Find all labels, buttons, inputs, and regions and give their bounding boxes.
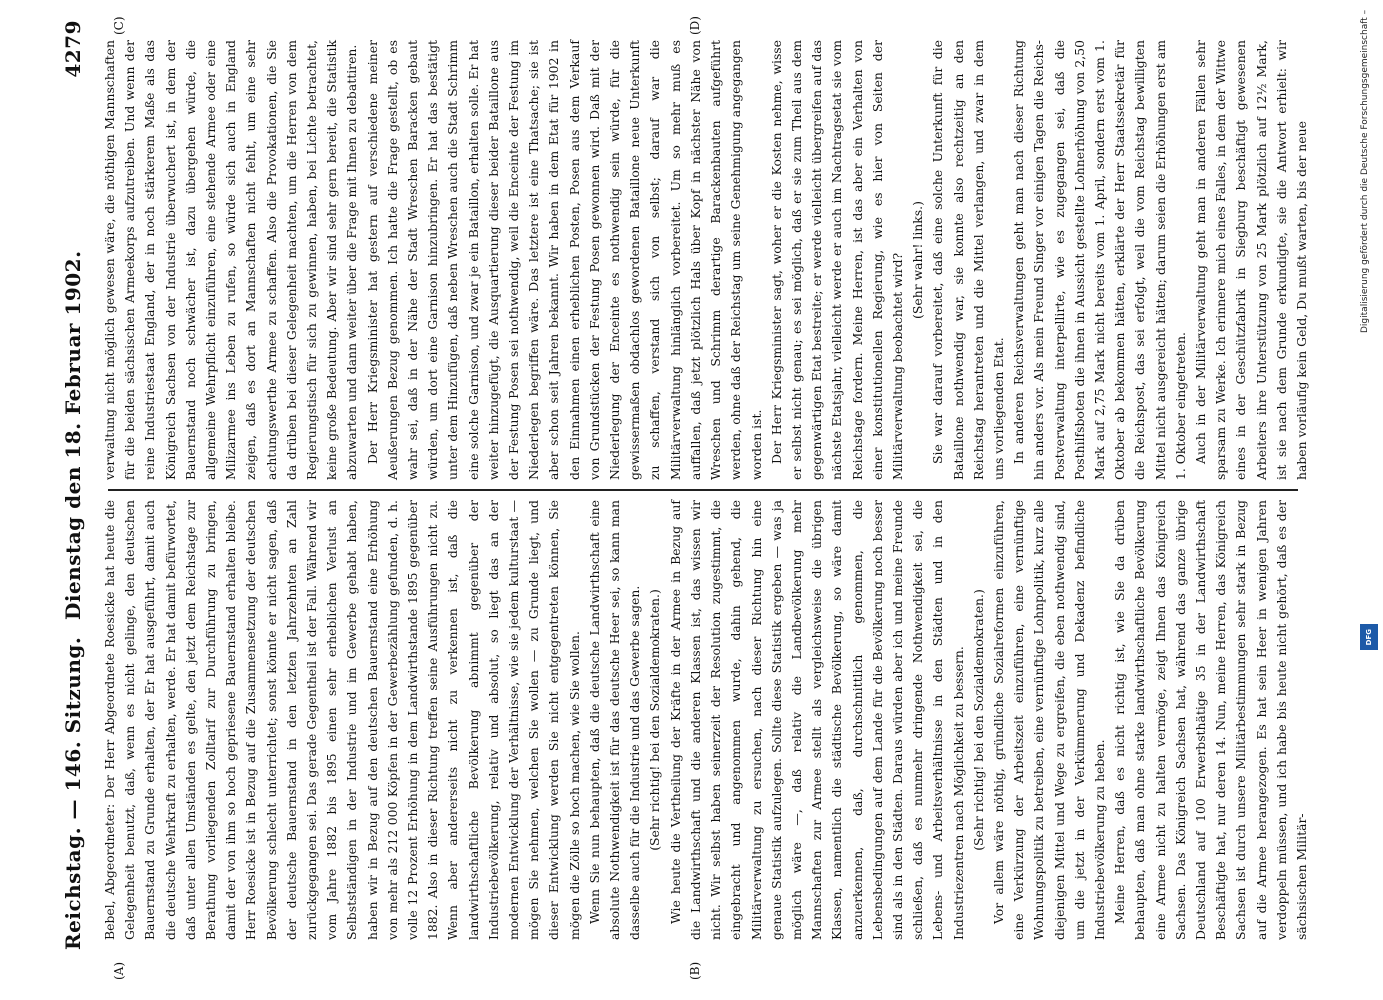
paragraph: Auch in der Militärverwaltung geht man in anderen Fällen sehr sparsam zu Werke. Ich erinnere mich eines Falles, in dem der Wittwe eines in der Geschützfabrik in Siegburg beschäftigt gewesenen Arbeiters ihre Unterstützung von 25 Mark plötzlich auf 12½ Mark, ist sie nach dem Grunde erkundigte, sie die Antwort erhielt: wir haben vorläufig kein Geld, Du mußt warten, bis der neue <box>1192 40 1309 480</box>
interjection: (Sehr wahr! links.) <box>910 201 926 319</box>
header-date: Dienstag den 18. Februar 1902. <box>61 250 85 620</box>
margin-marker-a: (A) <box>112 961 126 980</box>
paragraph: Bebel, Abgeordneter: Der Herr Abgeordnete Roesicke hat heute die Gelegenheit benutzt, daß, wenn es nicht gelinge, den deutschen Bauernstand zu Grunde erhalten, der Er hat ausgeführt, damit auch die deutsche Wehrkraft zu erhalten, werde. Er hat damit befürwortet, daß unter allen Umständen es gelte, den jetzt dem Reichstage zur Berathung vorliegenden Zolltarif zur Durchführung zu bringen, damit der von ihm so hoch gepriesene Bauernstand erhalten bleibe. Herr Roesicke ist in Bezug auf die Zusammensetzung der deutschen Bevölkerung schlecht unterrichtet; sonst könnte er nicht sagen, daß der deutsche Bauernstand in den letzten Jahrzehnten an Zahl zurückgegangen sei. Das gerade Gegentheil ist der Fall. Während wir vom Jahre 1882 bis 1895 einen sehr erheblichen Verlust an Selbstständigen in der Industrie und im Gewerbe gehabt haben, haben wir in Bezug auf den deutschen Bauernstand eine Erhöhung von mehr als 212 000 Köpfen in der Gewerbezählung gefunden, d. h. volle 12 Prozent Erhöhung in dem Landwirthstande 1895 gegenüber 1882. Also in dieser Richtung treffen seine Ausführungen nicht zu. Wenn aber andererseits nicht zu verkennen ist, daß die landwirthschaftliche Bevölkerung abnimmt gegenüber der Industriebevölkerung, relativ und absolut, so liegt das an der modernen Entwicklung der Verhältnisse, wie sie jedem kulturstaat — mögen Sie nehmen, welchen Sie wollen — zu Grunde liegt, und dieser Entwicklung werden Sie nicht entgegentreten können, Sie mögen die Zölle so hoch machen, wie Sie wollen. <box>102 500 582 940</box>
right-column <box>100 40 1309 480</box>
paragraph: Sie war darauf vorbereitet, daß eine solche Unterkunft für die Bataillone nothwendig war, sie konnte also rechtzeitig an den Reichstag herantreten und die Mittel verlangen, und zwar in dem uns vorliegenden Etat. <box>930 40 1006 480</box>
paragraph: Wenn Sie nun behaupten, daß die deutsche Landwirthschaft eine absolute Nothwendigkeit ist für das deutsche Heer sei, so kann man dasselbe auch für die Industrie und das Gewerbe sagen. <box>586 500 643 940</box>
margin-marker-c: (C) <box>112 16 126 35</box>
left-column <box>100 500 1309 940</box>
header-session: Reichstag. — 146. Sitzung. <box>61 636 85 950</box>
paragraph: Der Herr Kriegsminister hat gestern auf verschiedene meiner Aeußerungen Bezug genommen. Ich hatte die Frage gestellt, ob es wahr sei, daß in der Nähe der Stadt Wreschen Baracken gebaut würden, um dort eine Garnison hinzubringen. Er hat das bestätigt unter dem Hinzufügen, daß neben Wreschen auch die Stadt Schrimm eine solche Garnison, und zwar je ein Bataillon, erhalten solle. Er hat weiter hinzugefügt, die Ausquartierung dieser beider Bataillone aus der Festung Posen sei nothwendig, weil die Enceinte der Festung im Niederlegen begriffen wäre. Das letztere ist eine Thatsache; sie ist aber schon seit Jahren bekannt. Wir haben in dem Etat für 1902 in den Einnahmen einen erheblichen Posten, Posen aus dem Verkauf von Grundstücken der Festung Posen gewonnen wird. Daß mit der Niederlegung der Enceinte es nothwendig sein würde, für die gewissermaßen obdachlos gewordenen Bataillone neue Unterkunft zu schaffen, verstand sich von selbst; darauf war die Militärverwaltung hinlänglich vorbereitet. Um so mehr muß es auffallen, daß jetzt plötzlich Hals über Kopf in nächster Nähe von Wreschen und Schrimm derartige Barackenbauten aufgeführt werden, ohne daß der Reichstag um seine Genehmigung angegangen worden ist. <box>364 40 764 480</box>
dfg-logo-icon: DFG <box>1360 624 1378 650</box>
margin-marker-d: (D) <box>688 16 702 35</box>
paragraph: Meine Herren, daß es nicht richtig ist, wie Sie da drüben behaupten, daß man ohne starke landwirthschaftliche Bevölkerung eine Armee nicht zu halten vermöge, zeigt Ihnen das Königreich Sachsen. Das Königreich Sachsen hat, während das ganze übrige Deutschland auf 100 Erwerbsthätige 35 in der Landwirthschaft Beschäftigte hat, nur deren 14. Nun, meine Herren, das Königreich Sachsen ist durch unsere Militärbestimmungen sehr stark in Bezug auf die Armee herangezogen. Es hat sein Heer in wenigen Jahren verdoppeln müssen, und ich habe bis heute nicht gehört, daß es der sächsischen Militär- <box>1112 500 1309 940</box>
paragraph: Der Herr Kriegsminister sagt, woher er die Kosten nehme, wisse er selbst nicht genau; es sei möglich, daß er sie zum Theil aus dem gegenwärtigen Etat bestreite; er werde vielleicht übergreifen auf das nächste Etatsjahr, vielleicht werde er auch im Nachtragsetat sie vom Reichstage fordern. Meine Herren, ist das aber ein Verhalten von einer konstitutionellen Regierung, wie es hier von Seiten der Militärverwaltung beobachtet wird? <box>768 40 905 480</box>
digitization-stamp <box>1360 10 1380 650</box>
margin-marker-b: (B) <box>688 961 702 980</box>
page-header <box>55 20 95 950</box>
paragraph: In anderen Reichsverwaltungen geht man nach dieser Richtung hin anders vor. Als mein Freund Singer vor einigen Tagen die Reichs-Postverwaltung interpellirte, wie es zugegangen sei, daß die Posthilfsboten die ihnen in Aussicht gestellte Lohnerhöhung von 2,50 Mark auf 2,75 Mark nicht bereits vom 1. April, sondern erst vom 1. Oktober ab bekommen hätten, erklärte der Herr Staatssekretär für die Reichspost, das sei erfolgt, weil die vom Reichstag bewilligten Mittel nicht ausgereicht hätten; darum seien die Erhöhungen erst am 1. Oktober eingetreten. <box>1011 40 1188 480</box>
column-divider <box>108 489 1298 491</box>
paragraph: Vor allem wäre nöthig, gründliche Sozialreformen einzuführen, eine Verkürzung der Arbeitszeit einzuführen, eine vernünftige Wohnungspolitik zu betreiben, eine vernünftige Lohnpolitik, kurz alle diejenigen Mittel und Wege zu ergreifen, die eben nothwendig sind, um die jetzt in der Verkümmerung und Dekadenz befindliche Industriebevölkerung zu heben. <box>990 500 1107 940</box>
paragraph: verwaltung nicht möglich gewesen wäre, die nöthigen Mannschaften für die beiden sächsischen Armeekorps aufzutreiben. Und wenn der reine Industriestaat England, der in noch stärkerem Maße als das Königreich Sachsen von der Industrie überwuchert ist, in dem der Bauernstand noch schwächer ist, dazu übergehen würde, die allgemeine Wehrpflicht einzuführen, eine stehende Armee oder eine Milizarmee ins Leben zu rufen, so würde sich auch in England zeigen, daß es dort an Mannschaften nicht fehlt, um eine sehr achtungswerthe Armee zu schaffen. Also die Provokationen, die Sie da drüben bei dieser Gelegenheit machten, um die Herren von dem Regierungstisch für sich zu gewinnen, haben, bei Lichte betrachtet, keine große Bedeutung. Aber wir sind sehr gern bereit, die Statistik abzuwarten und dann weiter über die Frage mit Ihnen zu debattiren. <box>102 40 360 480</box>
page-number: 4279 <box>61 20 85 78</box>
interjection: (Sehr richtig! bei den Sozialdemokraten.) <box>647 589 663 851</box>
interjection: (Sehr richtig! bei den Sozialdemokraten.) <box>970 589 986 851</box>
funding-note: Digitalisierung gefördert durch die Deutsche Forschungsgemeinschaft – <box>1360 10 1370 334</box>
paragraph: Wie heute die Vertheilung der Kräfte in der Armee in Bezug auf die Landwirthschaft und die anderen Klassen ist, das wissen wir nicht. Wir selbst haben seinerzeit der Resolution zugestimmt, die eingebracht und angenommen wurde, dahin gehend, die Militärverwaltung zu ersuchen, nach dieser Richtung hin eine genaue Statistik aufzulegen. Sollte diese Statistik ergeben — was ja möglich wäre —, daß relativ die Landbevölkerung mehr Mannschaften zur Armee stellt als vergleichsweise die übrigen Klassen, namentlich die städtische Bevölkerung, so wäre damit anzuerkennen, daß, durchschnittlich genommen, die Lebensbedingungen auf dem Lande für die Bevölkerung noch besser sind als in den Städten. Daraus würden aber ich und meine Freunde schließen, daß es nunmehr dringende Nothwendigkeit sei, die Lebens- und Arbeitsverhältnisse in den Städten und in den Industriezentren nach Möglichkeit zu bessern. <box>667 500 966 940</box>
